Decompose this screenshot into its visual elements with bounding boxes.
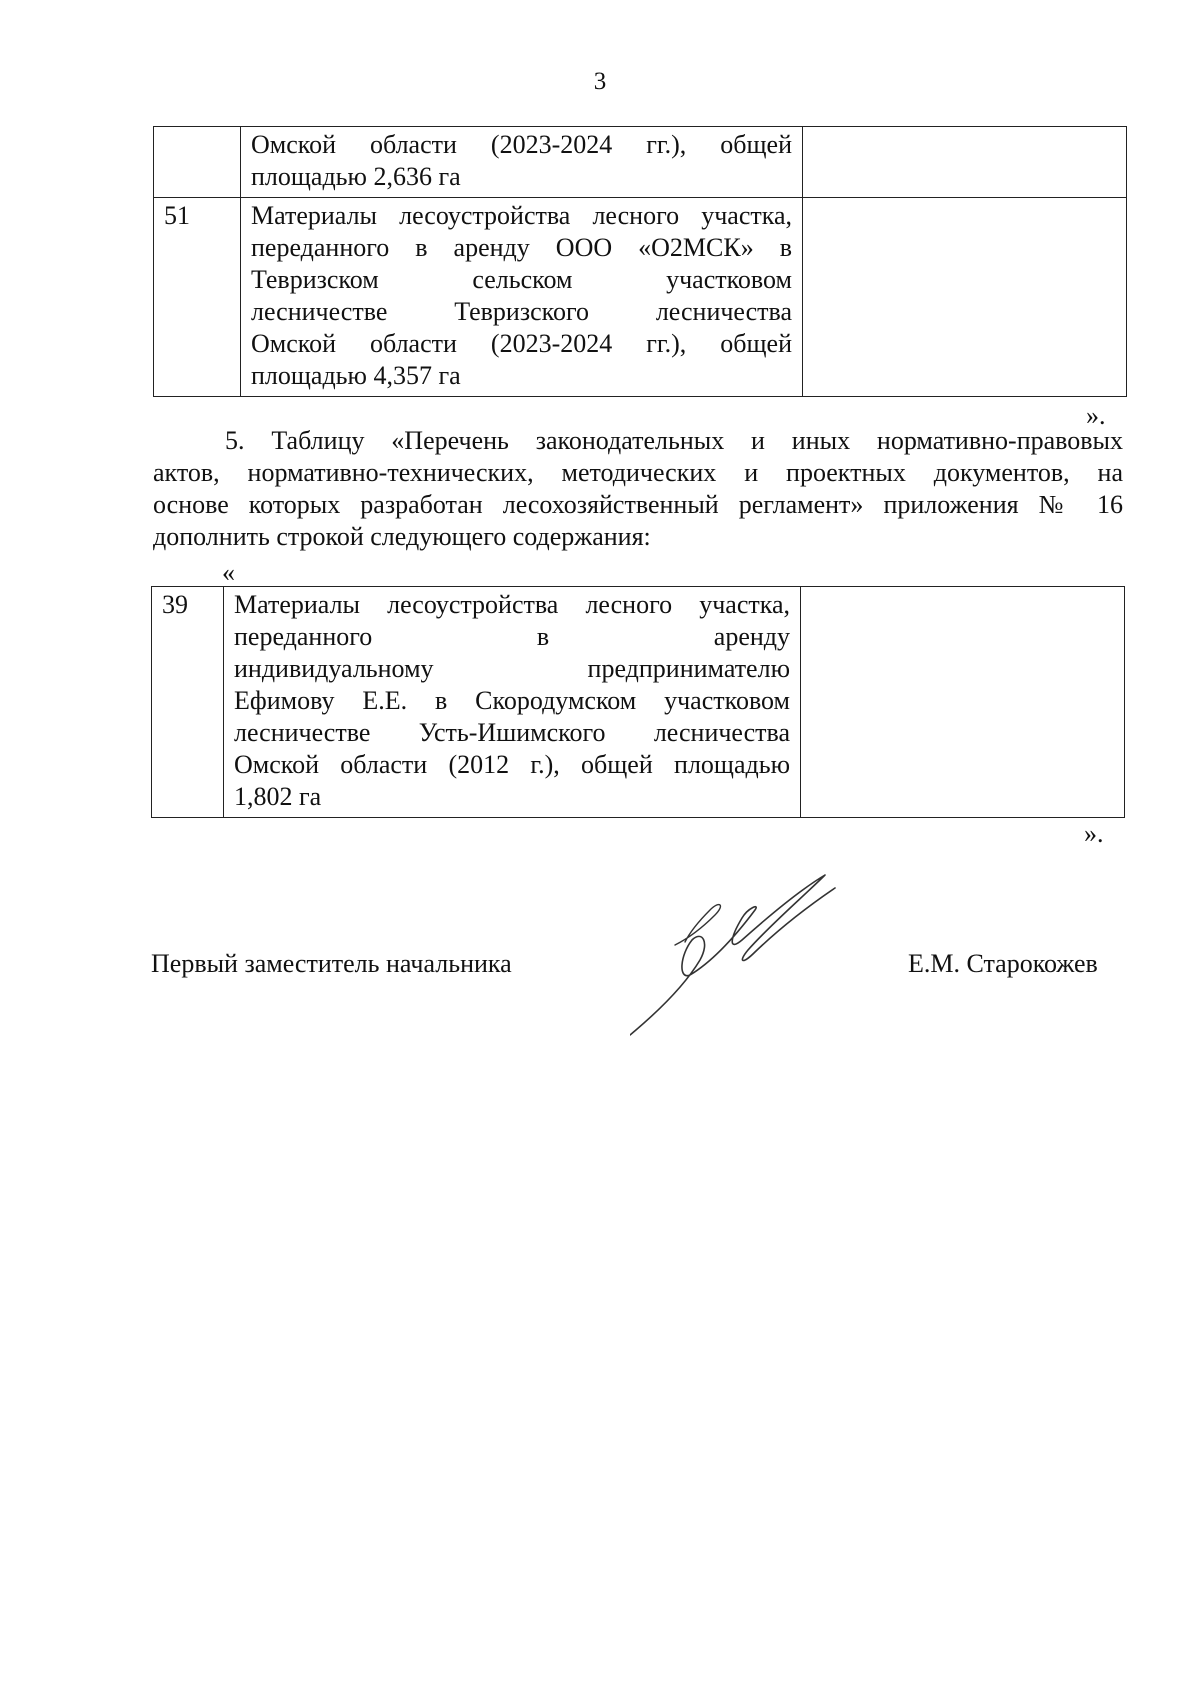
row-number: [154, 127, 241, 198]
text-line: Омской области (2023-2024 гг.), общей: [251, 329, 792, 358]
text-line: Материалы лесоустройства лесного участка,: [234, 590, 790, 619]
text-line: переданного в аренду ООО «О2МСК» в: [251, 233, 792, 262]
text-line: 1,802 га: [234, 782, 322, 811]
page-number: 3: [593, 68, 607, 95]
documents-table-new-row: [151, 586, 1125, 818]
handwritten-signature: [630, 870, 860, 1040]
text-line: Омской области (2012 г.), общей площадью: [234, 750, 790, 779]
text-line: площадью 4,357 га: [251, 361, 461, 390]
row-extra: [803, 198, 1127, 397]
row-number: 51: [154, 198, 241, 397]
paragraph-line: актов, нормативно-технических, методических и проектных документов, на: [153, 458, 1123, 487]
text-line: лесничестве Тевризского лесничества: [251, 297, 792, 326]
row-extra: [801, 587, 1125, 818]
paragraph-line: 5. Таблицу «Перечень законодательных и иных нормативно-правовых: [225, 426, 1123, 455]
documents-table-continuation: [153, 126, 1127, 397]
text-line: Ефимову Е.Е. в Скородумском участковом: [234, 686, 790, 715]
row-extra: [803, 127, 1127, 198]
text-line: переданного в аренду: [234, 622, 790, 651]
row-description: [241, 127, 803, 198]
row-description: [241, 198, 803, 397]
closing-quote: ».: [1086, 401, 1106, 430]
text-line: лесничестве Усть-Ишимского лесничества: [234, 718, 790, 747]
paragraph-line: дополнить строкой следующего содержания:: [153, 522, 651, 551]
amendment-paragraph: [153, 425, 1123, 553]
table-row: [154, 127, 1127, 198]
text-line: Омской области (2023-2024 гг.), общей: [251, 130, 792, 159]
closing-quote: ».: [1084, 819, 1104, 848]
table-row: [152, 587, 1125, 818]
text-line: Материалы лесоустройства лесного участка,: [251, 201, 792, 230]
text-line: площадью 2,636 га: [251, 162, 461, 191]
text-line: индивидуальному предпринимателю: [234, 654, 790, 683]
row-number: 39: [152, 587, 224, 818]
paragraph-line: основе которых разработан лесохозяйственный регламент» приложения № 16: [153, 490, 1123, 519]
row-description: [224, 587, 801, 818]
text-line: Тевризском сельском участковом: [251, 265, 792, 294]
signatory-name: Е.М. Старокожев: [908, 949, 1098, 978]
signatory-title: Первый заместитель начальника: [151, 949, 512, 978]
opening-quote: «: [222, 558, 235, 587]
table-row: [154, 198, 1127, 397]
